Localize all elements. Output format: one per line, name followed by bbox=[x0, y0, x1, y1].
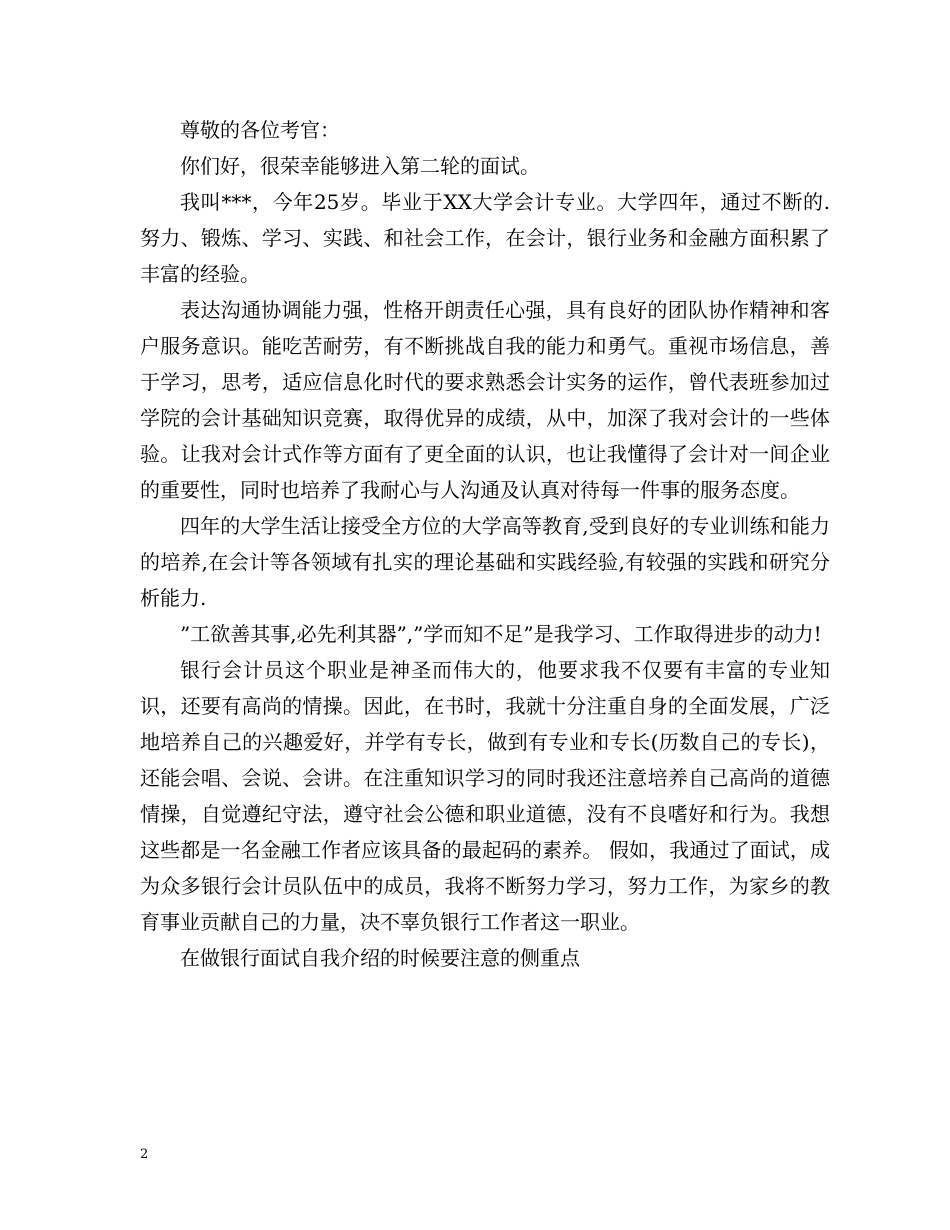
greeting-paragraph: 你们好，很荣幸能够进入第二轮的面试。 bbox=[180, 154, 540, 178]
section-heading-paragraph: 在做银行面试自我介绍的时候要注意的侧重点 bbox=[180, 946, 580, 970]
abilities-paragraph: 表达沟通协调能力强，性格开朗责任心强，具有良好的团队协作精神和客户服务意识。能吃苦耐劳，有不断挑战自我的能力和勇气。重视市场信息，善于学习，思考，适应信息化时代的要求熟悉会计实务的运作，曾代表班参加过学院的会计基础知识竞赛，取得优异的成绩，从中，加深了我对会计的一些体验。让我对会计式作等方面有了更全面的认识，也让我懂得了会计对一间企业的重要性，同时也培养了我耐心与人沟通及认真对待每一件事的服务态度。 bbox=[140, 298, 830, 502]
page-number: 2 bbox=[140, 1147, 149, 1162]
career-paragraph: 银行会计员这个职业是神圣而伟大的，他要求我不仅要有丰富的专业知识，还要有高尚的情操。因此，在书时，我就十分注重自身的全面发展，广泛地培养自己的兴趣爱好，并学有专长，做到有专业和专长(历数自己的专长)，还能会唱、会说、会讲。在注重知识学习的同时我还注意培养自己高尚的道德情操，自觉遵纪守法，遵守社会公德和职业道德，没有不良嗜好和行为。我想这些都是一名金融工作者应该具备的最起码的素养。 假如，我通过了面试，成为众多银行会计员队伍中的成员，我将不断努力学习，努力工作，为家乡的教育事业贡献自己的力量，决不辜负银行工作者这一职业。 bbox=[140, 658, 830, 934]
introduction-paragraph: 我叫***，今年25岁。毕业于XX大学会计专业。大学四年，通过不断的.努力、锻炼、学习、实践、和社会工作，在会计，银行业务和金融方面积累了丰富的经验。 bbox=[140, 190, 830, 286]
education-paragraph: 四年的大学生活让接受全方位的大学高等教育,受到良好的专业训练和能力的培养,在会计等各领域有扎实的理论基础和实践经验,有较强的实践和研究分析能力. bbox=[140, 514, 830, 610]
motto-paragraph: ”工欲善其事,必先利其器”,”学而知不足”是我学习、工作取得进步的动力! bbox=[180, 622, 822, 646]
salutation: 尊敬的各位考官： bbox=[180, 118, 340, 142]
document-body bbox=[140, 112, 830, 976]
